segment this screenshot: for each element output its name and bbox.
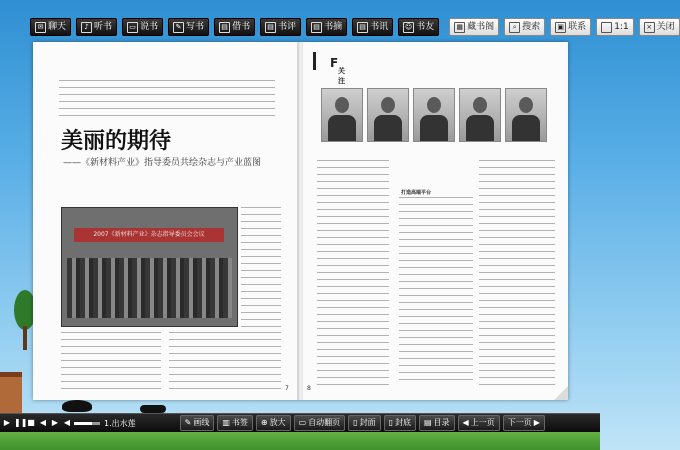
body-text-column [169,332,281,390]
listen-icon: ♪ [81,22,92,33]
magnify-button[interactable]: ⊕ 放大 [256,415,291,431]
magazine-book [33,42,568,400]
contents-button[interactable]: ▤ 目录 [419,415,455,431]
next-page-button[interactable]: 下一页 ▶ [503,415,545,431]
borrow-icon: ▤ [219,22,230,33]
borrow-button[interactable]: ▤ 借书 [214,18,255,36]
chat-icon: ✉ [35,22,46,33]
section-label: 关注 [338,67,345,85]
section-marker [313,52,346,85]
top-toolbar [30,18,675,36]
left-page[interactable] [33,42,299,400]
autoflip-icon: ▭ [298,418,307,427]
write-button[interactable]: ✎ 写书 [168,18,209,36]
bookmark-icon: ▥ [222,418,230,427]
listen-button[interactable]: ♪ 听书 [76,18,117,36]
draw-line-button[interactable]: ✎ 画线 [180,415,215,431]
zoom-icon [601,22,612,33]
intro-paragraph [59,80,275,120]
chat-button[interactable]: ✉ 聊天 [30,18,71,36]
cover-icon: ▯ [353,418,358,427]
library-icon: ▦ [454,22,465,33]
review-icon: ▤ [265,22,276,33]
pause-icon[interactable]: ❚❚ [14,418,28,427]
bottom-toolbar [0,413,600,432]
portrait [367,88,409,142]
page-number-left: 7 [285,385,289,392]
auto-flip-button[interactable]: ▭ 自动翻页 [294,415,346,431]
friends-button[interactable]: ☺ 书友 [398,18,439,36]
track-name: 1.出水莲 [104,418,136,428]
news-button[interactable]: ▤ 书讯 [352,18,393,36]
play-icon[interactable]: ▶ [3,418,11,427]
page-curl-corner[interactable] [554,386,568,400]
portrait [413,88,455,142]
portrait-row [321,88,547,142]
news-icon: ▤ [357,22,368,33]
body-text-column [317,160,389,385]
library-button[interactable]: ▦ 藏书阁 [449,18,499,36]
article-subtitle: ——《新材料产业》指导委员共绘杂志与产业蓝图 [63,158,262,168]
prev-page-button[interactable]: ◀ 上一页 [458,415,500,431]
contact-button[interactable]: ▣ 联系 [550,18,591,36]
talk-icon: ▭ [127,22,138,33]
zoom-button[interactable]: 1:1 [596,18,633,36]
animal-decoration [140,405,166,413]
next-icon: ▶ [533,418,540,427]
back-cover-button[interactable]: ▯ 封底 [384,415,416,431]
portrait [505,88,547,142]
portrait [459,88,501,142]
talk-button[interactable]: ▭ 说书 [122,18,163,36]
body-text-column [61,332,161,390]
next-track-icon[interactable]: ▶ [51,418,59,427]
close-icon: × [644,22,655,33]
excerpt-button[interactable]: ▤ 书摘 [306,18,347,36]
bookmark-button[interactable]: ▥ 书签 [217,415,253,431]
volume-icon[interactable]: ◀ [63,418,71,427]
stop-icon[interactable]: ■ [27,418,35,427]
right-page[interactable] [303,42,568,400]
article-title: 美丽的期待 [61,128,172,154]
magnify-icon: ⊕ [260,418,268,427]
house-decoration [0,372,22,417]
page-number-right: 8 [307,385,311,392]
section-letter: F [330,56,339,70]
bird-decoration [62,400,92,412]
contact-icon: ▣ [555,22,566,33]
review-button[interactable]: ▤ 书评 [260,18,301,36]
write-icon: ✎ [173,22,184,33]
portrait [321,88,363,142]
pen-icon: ✎ [184,418,192,427]
search-icon: ⌕ [509,22,520,33]
meeting-photo [61,207,238,327]
prev-icon: ◀ [462,418,469,427]
body-text-column [399,197,473,385]
photo-banner: 2007《新材料产业》杂志指导委员会会议 [74,228,224,242]
body-text-column [479,160,555,385]
cover-button[interactable]: ▯ 封面 [348,415,380,431]
excerpt-icon: ▤ [311,22,322,33]
friends-icon: ☺ [404,22,413,31]
body-text-column [241,207,281,327]
prev-track-icon[interactable]: ◀ [39,418,47,427]
close-button[interactable]: × 关闭 [639,18,680,36]
contents-icon: ▤ [423,418,432,427]
section-subhead: 打造高端平台 [401,190,432,196]
search-button[interactable]: ⌕ 搜索 [504,18,545,36]
backcover-icon: ▯ [388,418,393,427]
volume-slider[interactable] [74,422,100,425]
